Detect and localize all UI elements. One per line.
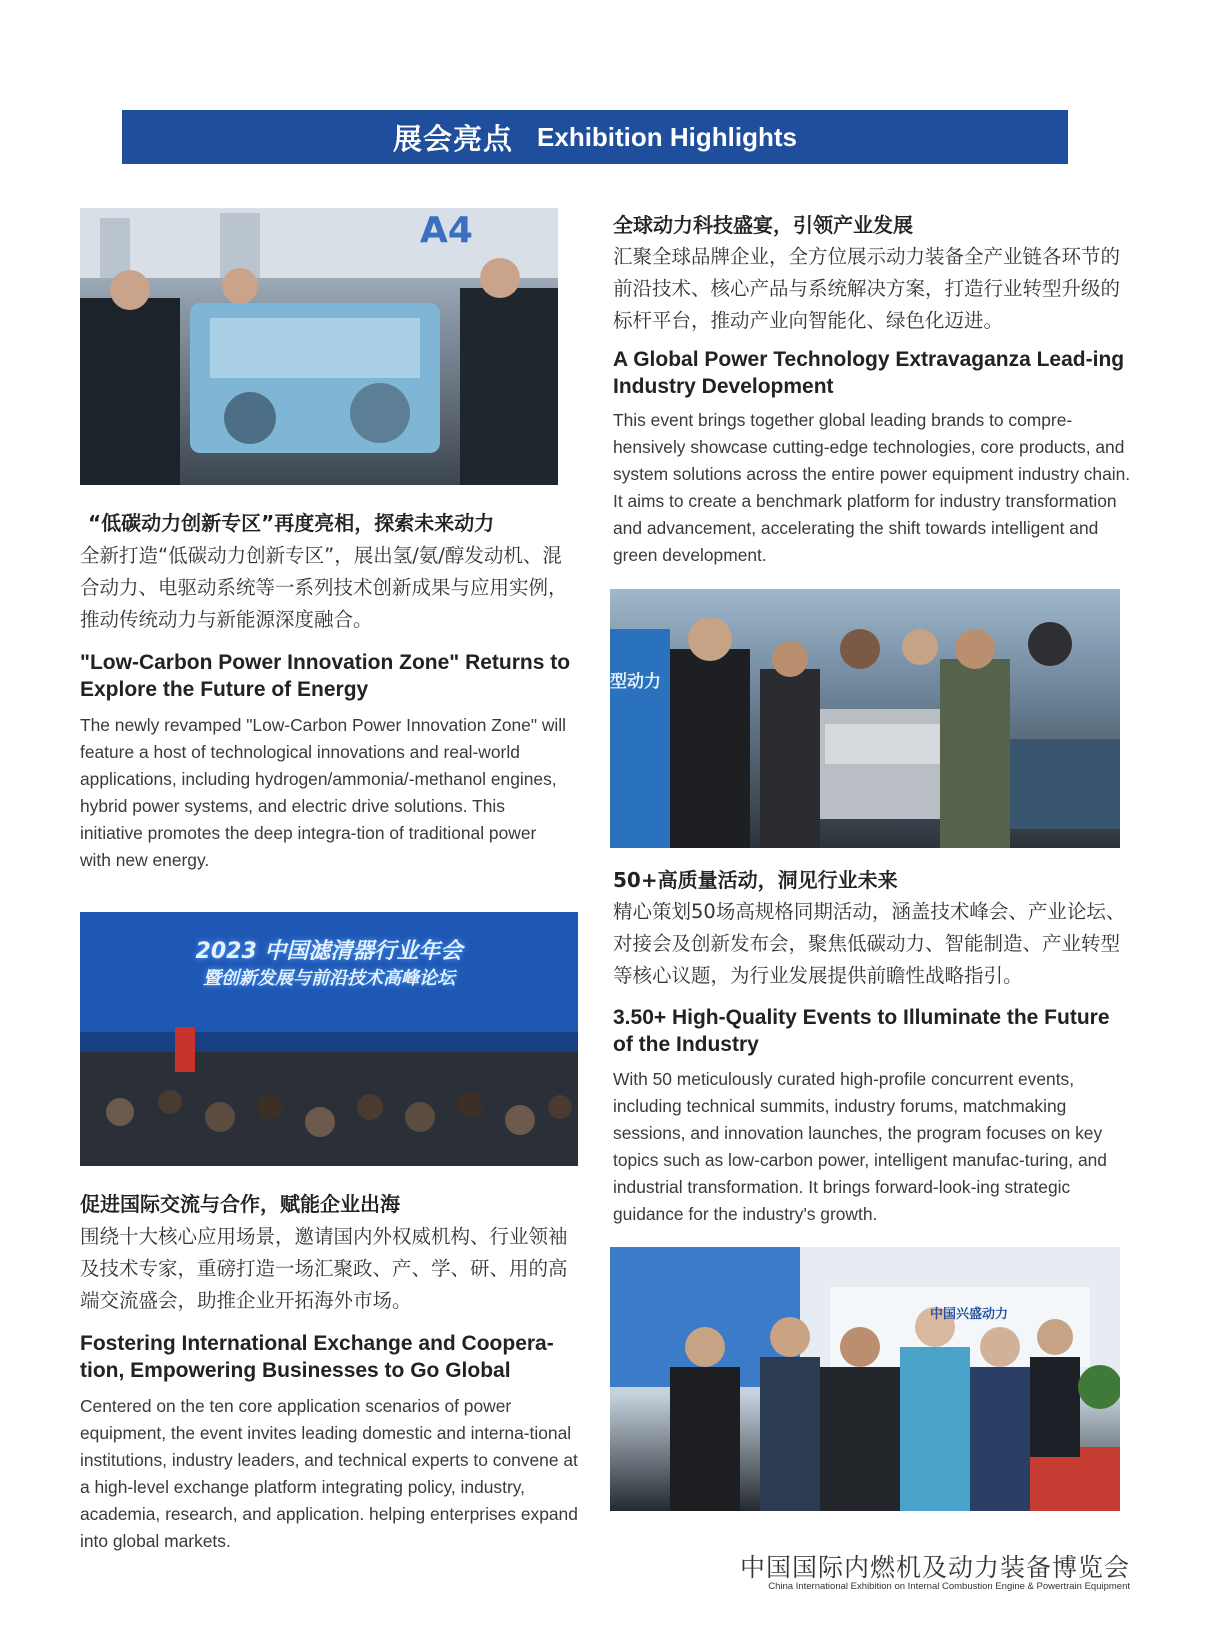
forum-screen-line2: 暨创新发展与前沿技术高峰论坛 xyxy=(203,968,455,989)
section1-body-cn: 全新打造“低碳动力创新专区”，展出氢/氨/醇发动机、混合动力、电驱动系统等一系列技术创新成果与应用实例，推动传统动力与新能源深度融合。 xyxy=(80,544,568,631)
section4-body-cn: 精心策划50场高规格同期活动，涵盖技术峰会、产业论坛、对接会及创新发布会，聚焦低碳动力、智能制造、产业转型等核心议题，为行业发展提供前瞻性战略指引。 xyxy=(613,900,1126,987)
photo-forum xyxy=(80,912,578,1166)
section1-body-en: The newly revamped "Low-Carbon Power Innovation Zone" will feature a host of technological innovations and real-world applications, including hydrogen/ammonia/-methanol engines, hybrid power systems, and electric drive solutions. This initiative promotes the deep integra-tion of traditional power with new energy. xyxy=(80,715,566,870)
engine-hall-sign: A4 xyxy=(420,210,473,251)
photo-engine-display xyxy=(80,208,558,485)
banner-title-cn: 展会亮点 xyxy=(393,121,514,156)
footer-name-en: China International Exhibition on Internal Combustion Engine & Powertrain Equipment xyxy=(768,1581,1130,1592)
section3-body-cn: 汇聚全球品牌企业，全方位展示动力装备全产业链各环节的前沿技术、核心产品与系统解决方案，打造行业转型升级的标杆平台，推动产业向智能化、绿色化迈进。 xyxy=(613,245,1121,332)
banner-title-en: Exhibition Highlights xyxy=(537,121,797,152)
section1-title-cn: “低碳动力创新专区”再度亮相，探索未来动力 xyxy=(88,511,495,535)
section2-title-cn: 促进国际交流与合作，赋能企业出海 xyxy=(80,1192,400,1216)
section3-title-cn: 全球动力科技盛宴，引领产业发展 xyxy=(613,213,913,237)
section4-body-en: With 50 meticulously curated high-profile concurrent events, including technical summits, industry forums, matchmaking sessions, and innovation launches, the program focuses on key topics such as low-carbon power, intelligent manufac-turing, and industrial transformation. It brings forward-look-ing strategic guidance for the industry's growth. xyxy=(613,1069,1107,1224)
section2-title-en: Fostering International Exchange and Coopera-tion, Empowering Businesses to Go Global xyxy=(80,1332,554,1382)
photo-booth-discussion xyxy=(610,1247,1120,1511)
forum-screen-line1: 2023 中国滤清器行业年会 xyxy=(195,939,463,964)
section3-body-en: This event brings together global leading brands to compre-hensively showcase cutting-edge technologies, core products, and system solutions across the entire power equipment industry chain. It aims to create a benchmark platform for industry transformation and advancement, accelerating the shift towards intelligent and green development. xyxy=(613,410,1131,565)
section4-title-cn: 50+高质量活动，洞见行业未来 xyxy=(613,868,898,892)
section-banner xyxy=(122,110,1068,164)
photo-booth-visitors xyxy=(610,589,1120,848)
booth-sign-left: 型动力 xyxy=(610,672,661,692)
section1-title-en: "Low-Carbon Power Innovation Zone" Returns to Explore the Future of Energy xyxy=(80,651,571,701)
footer-name-cn: 中国国际内燃机及动力装备博览会 xyxy=(739,1553,1130,1582)
booth-sign-right: 中国兴盛动力 xyxy=(930,1307,1009,1322)
section2-body-en: Centered on the ten core application scenarios of power equipment, the event invites leading domestic and interna-tional institutions, industry leaders, and technical experts to convene at a high-level exchange platform integrating policy, industry, academia, research, and application. helping enterprises expand into global markets. xyxy=(80,1396,578,1551)
section3-title-en: A Global Power Technology Extravaganza Lead-ing Industry Development xyxy=(613,348,1125,398)
section2-body-cn: 围绕十大核心应用场景，邀请国内外权威机构、行业领袖及技术专家，重磅打造一场汇聚政、产、学、研、用的高端交流盛会，助推企业开拓海外市场。 xyxy=(80,1225,568,1312)
section4-title-en: 3.50+ High-Quality Events to Illuminate the Future of the Industry xyxy=(613,1006,1110,1056)
